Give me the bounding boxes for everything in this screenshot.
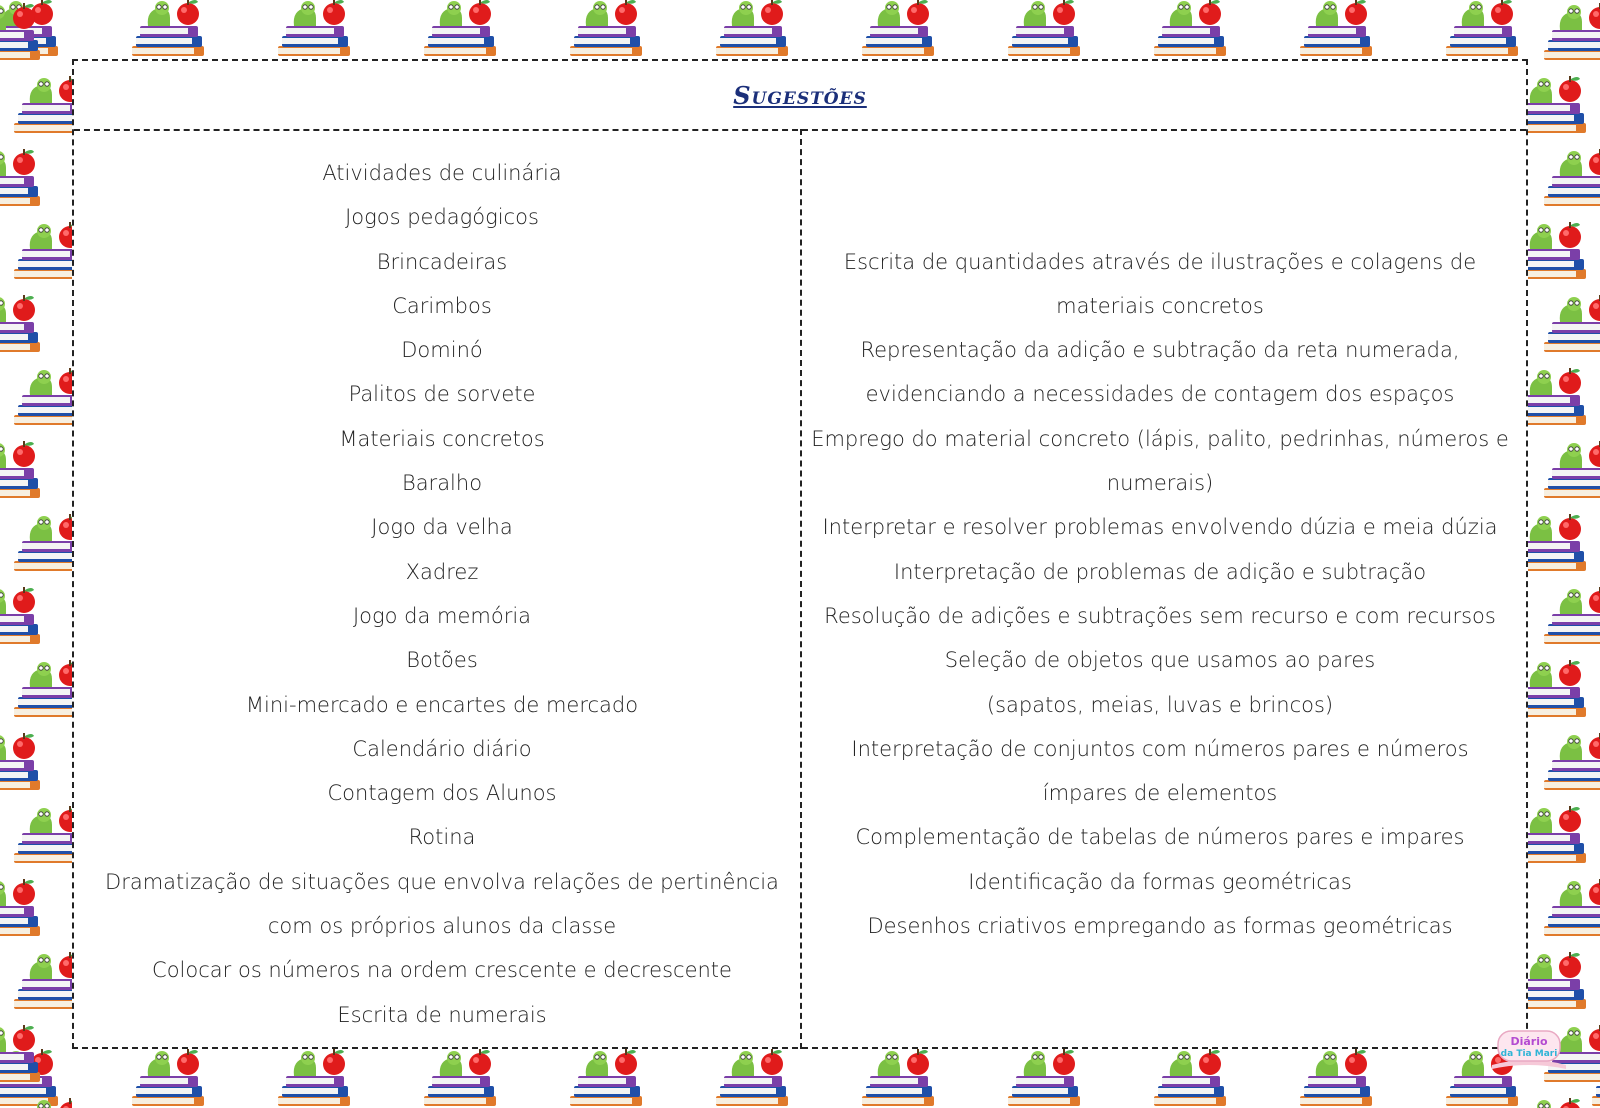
column-divider xyxy=(800,129,802,1049)
logo-line1: Diário xyxy=(1510,1035,1548,1048)
suggestion-line: Desenhos criativos empregando as formas geométricas xyxy=(867,914,1453,939)
books-apple-worm-icon xyxy=(1538,876,1600,940)
books-apple-worm-icon xyxy=(8,219,72,283)
left-column xyxy=(94,151,790,1037)
suggestion-line: Emprego do material concreto (lápis, palito, pedrinhas, números e xyxy=(811,426,1509,451)
suggestion-line: Interpretar e resolver problemas envolvendo dúzia e meia dúzia xyxy=(822,515,1498,540)
diario-tia-mari-logo xyxy=(1488,1025,1570,1073)
books-apple-worm-icon xyxy=(0,730,54,794)
top-decoration-strip xyxy=(0,0,1600,62)
suggestion-line: Baralho xyxy=(401,471,483,496)
suggestion-line: materiais concretos xyxy=(1056,293,1264,318)
suggestion-line: Jogos pedagógicos xyxy=(345,205,539,230)
books-apple-worm-icon xyxy=(564,1046,656,1108)
books-apple-worm-icon xyxy=(1528,1095,1600,1108)
books-apple-worm-icon xyxy=(272,1046,364,1108)
suggestion-line: Colocar os números na ordem crescente e decrescente xyxy=(152,958,732,983)
books-apple-worm-icon xyxy=(0,584,54,648)
books-apple-worm-icon xyxy=(564,0,656,60)
books-apple-worm-icon xyxy=(126,0,218,60)
suggestion-line: Jogo da velha xyxy=(371,515,513,540)
title-row xyxy=(74,61,1526,131)
books-apple-worm-icon xyxy=(8,803,72,867)
left-decoration-strip xyxy=(0,0,72,1108)
books-apple-worm-icon xyxy=(1002,1046,1094,1108)
books-apple-worm-icon xyxy=(856,1046,948,1108)
books-apple-worm-icon xyxy=(0,876,54,940)
books-apple-worm-icon xyxy=(1538,438,1600,502)
books-apple-worm-icon xyxy=(0,1022,54,1086)
suggestion-line: Palitos de sorvete xyxy=(348,382,536,407)
books-apple-worm-icon xyxy=(1002,0,1094,60)
suggestions-frame xyxy=(72,59,1528,1049)
books-apple-worm-icon xyxy=(1538,146,1600,210)
books-apple-worm-icon xyxy=(710,0,802,60)
suggestion-line: Escrita de quantidades através de ilustrações e colagens de xyxy=(843,249,1477,274)
books-apple-worm-icon xyxy=(8,73,72,137)
suggestion-line: Atividades de culinária xyxy=(322,161,562,185)
books-apple-worm-icon xyxy=(1148,1046,1240,1108)
books-apple-worm-icon xyxy=(1538,584,1600,648)
suggestion-line: Brincadeiras xyxy=(376,249,508,274)
logo-line2: da Tia Mari xyxy=(1500,1049,1558,1059)
suggestion-line: Dominó xyxy=(401,338,483,363)
suggestion-line: Xadrez xyxy=(405,559,479,584)
suggestion-line: Mini-mercado e encartes de mercado xyxy=(245,692,639,717)
suggestion-line: Complementação de tabelas de números pares e impares xyxy=(855,825,1465,850)
books-apple-worm-icon xyxy=(1528,219,1600,283)
suggestion-line: evidenciando a necessidades de contagem dos espaços xyxy=(865,382,1455,407)
books-apple-worm-icon xyxy=(1528,73,1600,137)
books-apple-worm-icon xyxy=(1538,292,1600,356)
books-apple-worm-icon xyxy=(710,1046,802,1108)
books-apple-worm-icon xyxy=(8,1095,72,1108)
books-apple-worm-icon xyxy=(8,365,72,429)
bottom-decoration-strip xyxy=(0,1046,1600,1108)
books-apple-worm-icon xyxy=(0,292,54,356)
suggestion-line: (sapatos, meias, luvas e brincos) xyxy=(986,692,1334,717)
books-apple-worm-icon xyxy=(1294,0,1386,60)
books-apple-worm-icon xyxy=(1528,365,1600,429)
suggestion-line: numerais) xyxy=(1106,471,1214,496)
suggestion-line: Representação da adição e subtração da reta numerada, xyxy=(860,338,1460,363)
suggestion-line: Interpretação de conjuntos com números pares e números xyxy=(851,736,1469,761)
suggestion-line: Resolução de adições e subtrações sem recurso e com recursos xyxy=(824,603,1496,628)
right-decoration-strip xyxy=(1528,0,1600,1108)
books-apple-worm-icon xyxy=(1528,949,1600,1013)
books-apple-worm-icon xyxy=(126,1046,218,1108)
suggestion-line: Contagem dos Alunos xyxy=(327,781,557,806)
suggestion-line: Calendário diário xyxy=(352,736,532,761)
books-apple-worm-icon xyxy=(1148,0,1240,60)
suggestion-line: com os próprios alunos da classe xyxy=(267,914,617,939)
books-apple-worm-icon xyxy=(1528,803,1600,867)
books-apple-worm-icon xyxy=(1440,0,1532,60)
books-apple-worm-icon xyxy=(1294,1046,1386,1108)
suggestion-line: Botões xyxy=(406,648,478,673)
books-apple-worm-icon xyxy=(418,0,510,60)
books-apple-worm-icon xyxy=(418,1046,510,1108)
suggestion-line: Dramatização de situações que envolva relações de pertinência xyxy=(105,869,779,894)
right-column xyxy=(810,151,1510,948)
books-apple-worm-icon xyxy=(856,0,948,60)
suggestion-line: Rotina xyxy=(408,825,476,850)
books-apple-worm-icon xyxy=(272,0,364,60)
books-apple-worm-icon xyxy=(1528,657,1600,721)
suggestion-line: ímpares de elementos xyxy=(1042,781,1278,806)
suggestion-line: Seleção de objetos que usamos ao pares xyxy=(944,648,1376,673)
books-apple-worm-icon xyxy=(8,657,72,721)
page-title: Sugestões xyxy=(733,80,867,110)
suggestion-line: Materiais concretos xyxy=(339,426,545,451)
books-apple-worm-icon xyxy=(1528,511,1600,575)
books-apple-worm-icon xyxy=(8,949,72,1013)
books-apple-worm-icon xyxy=(0,146,54,210)
books-apple-worm-icon xyxy=(0,438,54,502)
books-apple-worm-icon xyxy=(1538,0,1600,64)
suggestion-line: Identificação da formas geométricas xyxy=(968,869,1352,894)
books-apple-worm-icon xyxy=(1538,730,1600,794)
suggestion-line: Interpretação de problemas de adição e subtração xyxy=(893,559,1427,584)
books-apple-worm-icon xyxy=(8,511,72,575)
suggestion-line: Carimbos xyxy=(392,293,492,318)
books-apple-worm-icon xyxy=(0,0,54,64)
suggestion-line: Escrita de numerais xyxy=(337,1002,547,1027)
suggestion-line: Jogo da memória xyxy=(352,603,532,628)
